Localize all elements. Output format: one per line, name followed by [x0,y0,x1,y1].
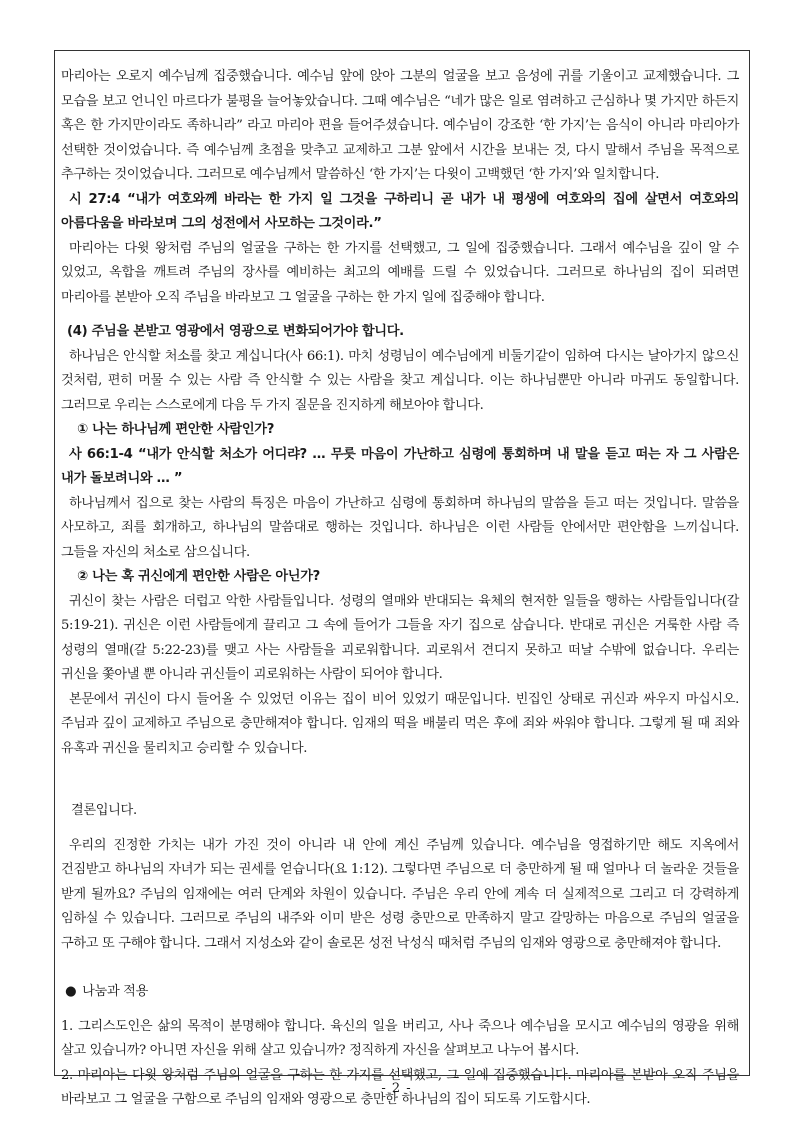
question-1-heading: ① 나는 하나님께 편안한 사람인가? [77,422,275,437]
sharing-title-label: 나눔과 적용 [82,984,148,999]
sharing-title [65,980,739,1005]
conclusion-title: 결론입니다. [71,803,137,818]
question-2-heading: ② 나는 혹 귀신에게 편안한 사람은 아닌가? [77,569,320,584]
question-1-body: 하나님께서 집으로 찾는 사람의 특징은 마음이 가난하고 심령에 통회하며 하나님의 말씀을 듣고 떠는 것입니다. 말씀을 사모하고, 죄를 회개하고, 하나님의 말씀대로 행하는 것입니다. 하나님은 이런 사람들 안에서만 편안함을 느끼십니다. 그들을 자신의 처소로 삼으십니다. [61,495,739,560]
section-4-paragraph: 하나님은 안식할 처소를 찾고 계십니다(사 66:1). 마치 성령님이 예수님에게 비둘기같이 임하여 다시는 날아가지 않으신 것처럼, 편히 머물 수 있는 사람 즉 안식할 수 있는 사람을 찾고 계십니다. 이는 하나님뿐만 아니라 마귀도 동일합니다. 그러므로 우리는 스스로에게 다음 두 가지 질문을 진지하게 해보아야 합니다. [61,348,739,413]
page-number: - 2 - [381,1081,412,1096]
question-2-body-2: 본문에서 귀신이 다시 들어올 수 있었던 이유는 집이 비어 있었기 때문입니다. 빈집인 상태로 귀신과 싸우지 마십시오. 주님과 깊이 교제하고 주님으로 충만해져야 합니다. 임재의 떡을 배불리 먹은 후에 죄와 싸워야 합니다. 그렇게 될 때 죄와 유혹과 귀신을 물리치고 승리할 수 있습니다. [61,691,739,756]
sharing-item-1: 1. 그리스도인은 삶의 목적이 분명해야 합니다. 육신의 일을 버리고, 사나 죽으나 예수님을 모시고 예수님의 영광을 위해 살고 있습니까? 아니면 자신을 위해 살고 있습니까? 정직하게 자신을 살펴보고 나누어 봅시다. [61,1018,739,1058]
sharing-item-2: 2. 마리아는 다윗 왕처럼 주님의 얼굴을 구하는 한 가지를 선택했고, 그 일에 집중했습니다. 마리아를 본받아 오직 주님을 바라보고 그 얼굴을 구함으로 주님의 임재와 영광으로 충만한 하나님의 집이 되도록 기도합시다. [61,1067,739,1107]
scripture-verse-psalm: 시 27:4 “내가 여호와께 바라는 한 가지 일 그것을 구하리니 곧 내가 내 평생에 여호와의 집에 살면서 여호와의 아름다움을 바라보며 그의 성전에서 사모하는 그것이라.” [61,191,739,231]
intro-paragraph-2: 마리아는 다윗 왕처럼 주님의 얼굴을 구하는 한 가지를 선택했고, 그 일에 집중했습니다. 그래서 예수님을 깊이 알 수 있었고, 옥합을 깨트려 주님의 장사를 예비하는 최고의 예배를 드릴 수 있었습니다. 그러므로 하나님의 집이 되려면 마리아를 본받아 오직 주님을 바라보고 그 얼굴을 구하는 한 가지 일에 집중해야 합니다. [61,240,739,305]
scripture-verse-isaiah: 사 66:1-4 “내가 안식할 처소가 어디랴? … 무릇 마음이 가난하고 심령에 통회하며 내 말을 듣고 떠는 자 그 사람은 내가 돌보려니와 … ” [61,446,739,486]
bullet-icon: ● [65,984,77,999]
section-4-heading: (4) 주님을 본받고 영광에서 영광으로 변화되어가야 합니다. [67,324,404,339]
question-2-body-1: 귀신이 찾는 사람은 더럽고 악한 사람들입니다. 성령의 열매와 반대되는 육체의 현저한 일들을 행하는 사람들입니다(갈 5:19-21). 귀신은 이런 사람들에게 끌리고 그 속에 들어가 그들을 자기 집으로 삼습니다. 반대로 귀신은 거룩한 사람 즉 성령의 열매(갈 5:22-23)를 맺고 사는 사람들을 괴로워합니다. 괴로워서 견디지 못하고 떠날 수밖에 없습니다. 우리는 귀신을 쫓아낼 뿐 아니라 귀신들이 괴로워하는 사람이 되어야 합니다. [61,593,739,682]
conclusion-body: 우리의 진정한 가치는 내가 가진 것이 아니라 내 안에 계신 주님께 있습니다. 예수님을 영접하기만 해도 지옥에서 건짐받고 하나님의 자녀가 되는 권세를 얻습니다(요 1:12). 그렇다면 주님으로 더 충만하게 될 때 얼마나 더 놀라운 것들을 받게 될까요? 주님의 임재에는 여러 단계와 차원이 있습니다. 주님은 우리 안에 계속 더 실제적으로 그리고 더 강력하게 임하실 수 있습니다. 그러므로 주님의 내주와 이미 받은 성령 충만으로 만족하지 말고 갈망하는 마음으로 주님의 얼굴을 구하고 또 구해야 합니다. 그래서 지성소와 같이 솔로몬 성전 낙성식 때처럼 주님의 임재와 영광으로 충만해져야 합니다. [61,837,739,951]
page-frame [54,50,750,1107]
intro-paragraph-1: 마리아는 오로지 예수님께 집중했습니다. 예수님 앞에 앉아 그분의 얼굴을 보고 음성에 귀를 기울이고 교제했습니다. 그 모습을 보고 언니인 마르다가 불평을 늘어놓았습니다. 그때 예수님은 “네가 많은 일로 염려하고 근심하나 몇 가지만 하든지 혹은 한 가지만이라도 족하니라” 라고 마리아 편을 들어주셨습니다. 예수님이 강조한 ‘한 가지’는 음식이 아니라 마리아가 선택한 것이었습니다. 즉 예수님께 초점을 맞추고 교제하고 그분 앞에서 시간을 보내는 것, 다시 말해서 주님을 목적으로 추구하는 것이었습니다. 그러므로 예수님께서 말씀하신 ‘한 가지’는 다윗이 고백했던 ‘한 가지’와 일치합니다. [61,69,739,182]
